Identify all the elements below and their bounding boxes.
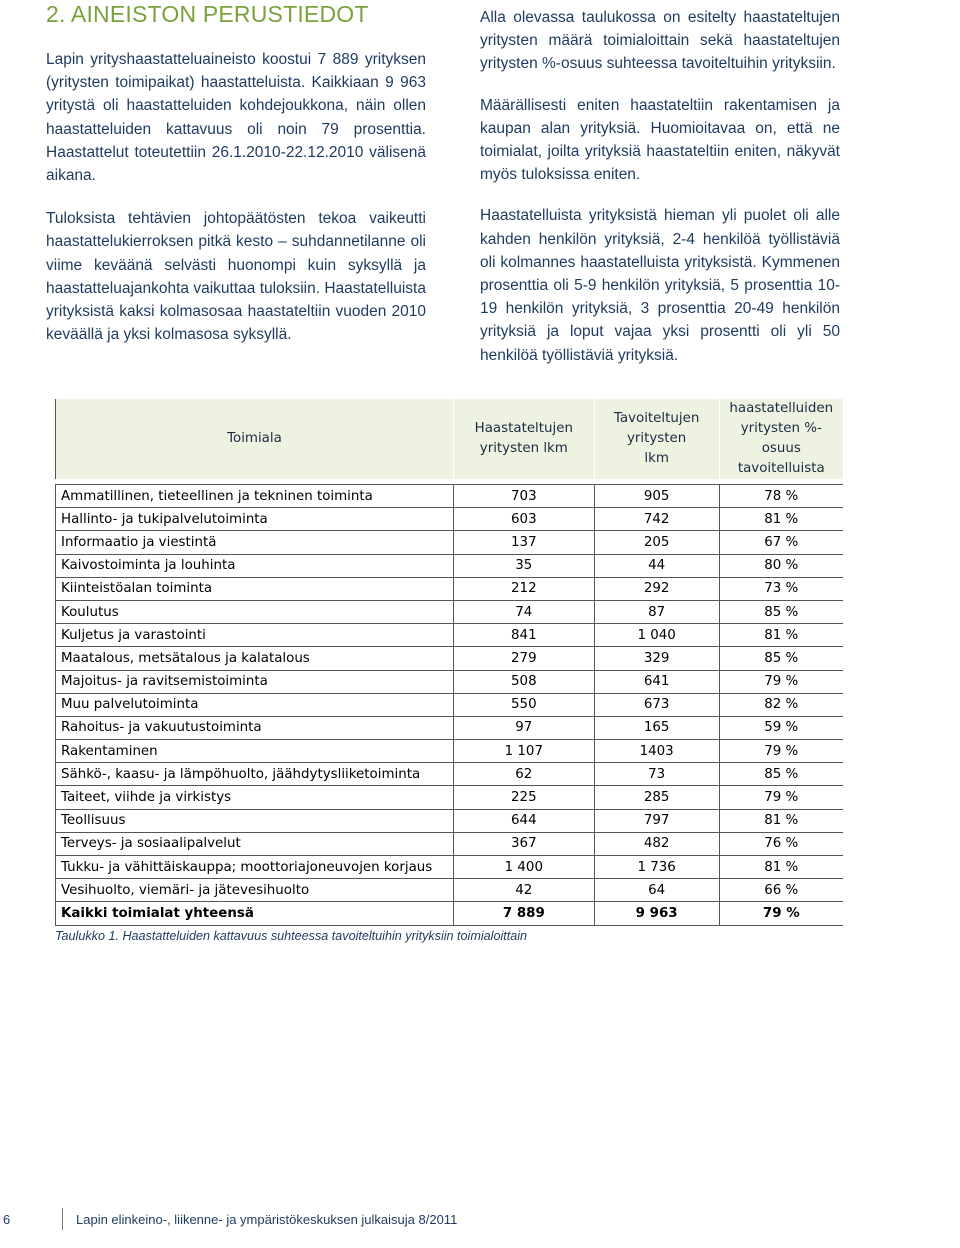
table-row: [56, 624, 844, 647]
footer-divider: [62, 1208, 63, 1230]
cell-target: 673: [594, 693, 719, 716]
table-row: [56, 809, 844, 832]
cell-share: 78 %: [719, 485, 843, 508]
cell-share: 85 %: [719, 763, 843, 786]
cell-target: 9 963: [594, 902, 719, 925]
cell-target: 329: [594, 647, 719, 670]
cell-share: 79 %: [719, 670, 843, 693]
table-row: [56, 600, 844, 623]
table-row: [56, 554, 844, 577]
table-header: [56, 399, 844, 479]
table-row: [56, 879, 844, 902]
cell-toimiala: Kuljetus ja varastointi: [56, 624, 454, 647]
header-toimiala: Toimiala: [56, 399, 454, 479]
cell-toimiala: Rahoitus- ja vakuutustoiminta: [56, 716, 454, 739]
industry-table-container: [55, 399, 843, 926]
cell-target: 1 040: [594, 624, 719, 647]
cell-toimiala: Rakentaminen: [56, 740, 454, 763]
cell-target: 87: [594, 600, 719, 623]
cell-share: 79 %: [719, 786, 843, 809]
cell-interviewed: 137: [453, 531, 594, 554]
cell-target: 73: [594, 763, 719, 786]
publication-series: Lapin elinkeino-, liikenne- ja ympäristökeskuksen julkaisuja 8/2011: [76, 1212, 458, 1227]
cell-interviewed: 212: [453, 577, 594, 600]
cell-toimiala: Informaatio ja viestintä: [56, 531, 454, 554]
table-intro-paragraph: Alla olevassa taulukossa on esitelty haastateltujen yritysten määrä toimialoittain sekä haastateltujen yritysten %-osuus suhteessa tavoiteltuihin yrityksiin.: [480, 9, 840, 73]
cell-share: 67 %: [719, 531, 843, 554]
table-row: [56, 531, 844, 554]
right-column: [480, 6, 840, 367]
cell-toimiala: Sähkö-, kaasu- ja lämpöhuolto, jäähdytysliiketoiminta: [56, 763, 454, 786]
header-interviewed: Haastateltujen yritysten lkm: [453, 399, 594, 479]
cell-target: 742: [594, 508, 719, 531]
cell-interviewed: 7 889: [453, 902, 594, 925]
cell-interviewed: 644: [453, 809, 594, 832]
cell-toimiala: Ammatillinen, tieteellinen ja tekninen toiminta: [56, 485, 454, 508]
cell-target: 165: [594, 716, 719, 739]
cell-share: 81 %: [719, 809, 843, 832]
cell-interviewed: 225: [453, 786, 594, 809]
cell-target: 905: [594, 485, 719, 508]
cell-target: 482: [594, 832, 719, 855]
cell-share: 81 %: [719, 624, 843, 647]
cell-share: 73 %: [719, 577, 843, 600]
table-caption: Taulukko 1. Haastatteluiden kattavuus suhteessa tavoiteltuihin yrityksiin toimialoittain: [55, 929, 528, 943]
cell-interviewed: 97: [453, 716, 594, 739]
cell-interviewed: 1 400: [453, 856, 594, 879]
cell-share: 79 %: [719, 740, 843, 763]
cell-share: 59 %: [719, 716, 843, 739]
table-row: [56, 647, 844, 670]
header-target: Tavoiteltujen yritysten lkm: [594, 399, 719, 479]
cell-target: 641: [594, 670, 719, 693]
cell-target: 1403: [594, 740, 719, 763]
cell-interviewed: 367: [453, 832, 594, 855]
cell-share: 81 %: [719, 508, 843, 531]
cell-interviewed: 550: [453, 693, 594, 716]
cell-target: 64: [594, 879, 719, 902]
table-row: [56, 508, 844, 531]
table-row: [56, 485, 844, 508]
cell-interviewed: 508: [453, 670, 594, 693]
cell-interviewed: 35: [453, 554, 594, 577]
page-number: 6: [3, 1212, 11, 1227]
cell-toimiala: Kaivostoiminta ja louhinta: [56, 554, 454, 577]
cell-share: 85 %: [719, 647, 843, 670]
cell-toimiala: Taiteet, viihde ja virkistys: [56, 786, 454, 809]
table-body: [56, 479, 844, 925]
cell-share: 76 %: [719, 832, 843, 855]
cell-share: 81 %: [719, 856, 843, 879]
cell-toimiala: Muu palvelutoiminta: [56, 693, 454, 716]
cell-interviewed: 703: [453, 485, 594, 508]
cell-interviewed: 62: [453, 763, 594, 786]
cell-toimiala: Teollisuus: [56, 809, 454, 832]
cell-interviewed: 74: [453, 600, 594, 623]
cell-target: 1 736: [594, 856, 719, 879]
cell-toimiala: Koulutus: [56, 600, 454, 623]
cell-toimiala: Hallinto- ja tukipalvelutoiminta: [56, 508, 454, 531]
cell-share: 79 %: [719, 902, 843, 925]
cell-toimiala: Vesihuolto, viemäri- ja jätevesihuolto: [56, 879, 454, 902]
table-row: [56, 670, 844, 693]
table-row: [56, 786, 844, 809]
quantity-paragraph: Määrällisesti eniten haastateltiin rakentamisen ja kaupan alan yrityksiä. Huomioitavaa on, että ne toimialat, joilta yrityksiä haastateltiin eniten, näkyvät myös tuloksissa eniten.: [480, 96, 840, 184]
cell-share: 80 %: [719, 554, 843, 577]
cell-interviewed: 603: [453, 508, 594, 531]
cell-interviewed: 42: [453, 879, 594, 902]
table-row: [56, 832, 844, 855]
table-row: [56, 856, 844, 879]
table-row: [56, 577, 844, 600]
cell-toimiala: Majoitus- ja ravitsemistoiminta: [56, 670, 454, 693]
cell-target: 44: [594, 554, 719, 577]
table-row: [56, 740, 844, 763]
table-row: [56, 763, 844, 786]
left-column: [46, 28, 426, 346]
cell-toimiala: Kaikki toimialat yhteensä: [56, 902, 454, 925]
cell-target: 285: [594, 786, 719, 809]
cell-toimiala: Tukku- ja vähittäiskauppa; moottoriajoneuvojen korjaus: [56, 856, 454, 879]
cell-target: 292: [594, 577, 719, 600]
cell-share: 82 %: [719, 693, 843, 716]
cell-interviewed: 1 107: [453, 740, 594, 763]
cell-share: 85 %: [719, 600, 843, 623]
size-paragraph: Haastatelluista yrityksistä hieman yli puolet oli alle kahden henkilön yrityksiä, 2-4 henkilöä työllistäviä oli kolmannes haastatelluista yrityksistä. Kymmenen prosenttia oli 5-9 henkilön yrityksiä, 5 prosenttia 10-19 henkilön yrityksiä, 3 prosenttia 20-49 henkilön yrityksiä ja loput vajaa yksi prosentti oli yli 50 henkilöä työllistäviä yrityksiä.: [480, 207, 840, 364]
page-footer: [0, 1208, 960, 1232]
table-row: [56, 693, 844, 716]
cell-toimiala: Maatalous, metsätalous ja kalatalous: [56, 647, 454, 670]
cell-target: 797: [594, 809, 719, 832]
cell-interviewed: 841: [453, 624, 594, 647]
page-heading: 2. AINEISTON PERUSTIEDOT: [46, 1, 369, 27]
cell-toimiala: Terveys- ja sosiaalipalvelut: [56, 832, 454, 855]
industry-table: [55, 399, 843, 926]
header-share: haastatelluiden yritysten %-osuus tavoitelluista: [719, 399, 843, 479]
cell-share: 66 %: [719, 879, 843, 902]
table-row: [56, 716, 844, 739]
cell-interviewed: 279: [453, 647, 594, 670]
intro-paragraph: Lapin yrityshaastatteluaineisto koostui 7 889 yrityksen (yritysten toimipaikat) haastatteluista. Kaikkiaan 9 963 yritystä oli haastatteluiden kohdejoukkona, näin ollen haastatteluiden kattavuus oli noin 79 prosenttia. Haastattelut toteutettiin 26.1.2010-22.12.2010 välisenä aikana.: [46, 51, 426, 185]
conclusions-paragraph: Tuloksista tehtävien johtopäätösten tekoa vaikeutti haastattelukierroksen pitkä kesto – suhdannetilanne oli viime keväänä selvästi huonompi kuin syksyllä ja haastatteluajankohta vaikuttaa tuloksiin. Haastatelluista yrityksistä kaksi kolmasosaa haastateltiin vuoden 2010 keväällä ja yksi kolmasosa syksyllä.: [46, 210, 426, 344]
cell-target: 205: [594, 531, 719, 554]
cell-toimiala: Kiinteistöalan toiminta: [56, 577, 454, 600]
table-total-row: [56, 902, 844, 925]
